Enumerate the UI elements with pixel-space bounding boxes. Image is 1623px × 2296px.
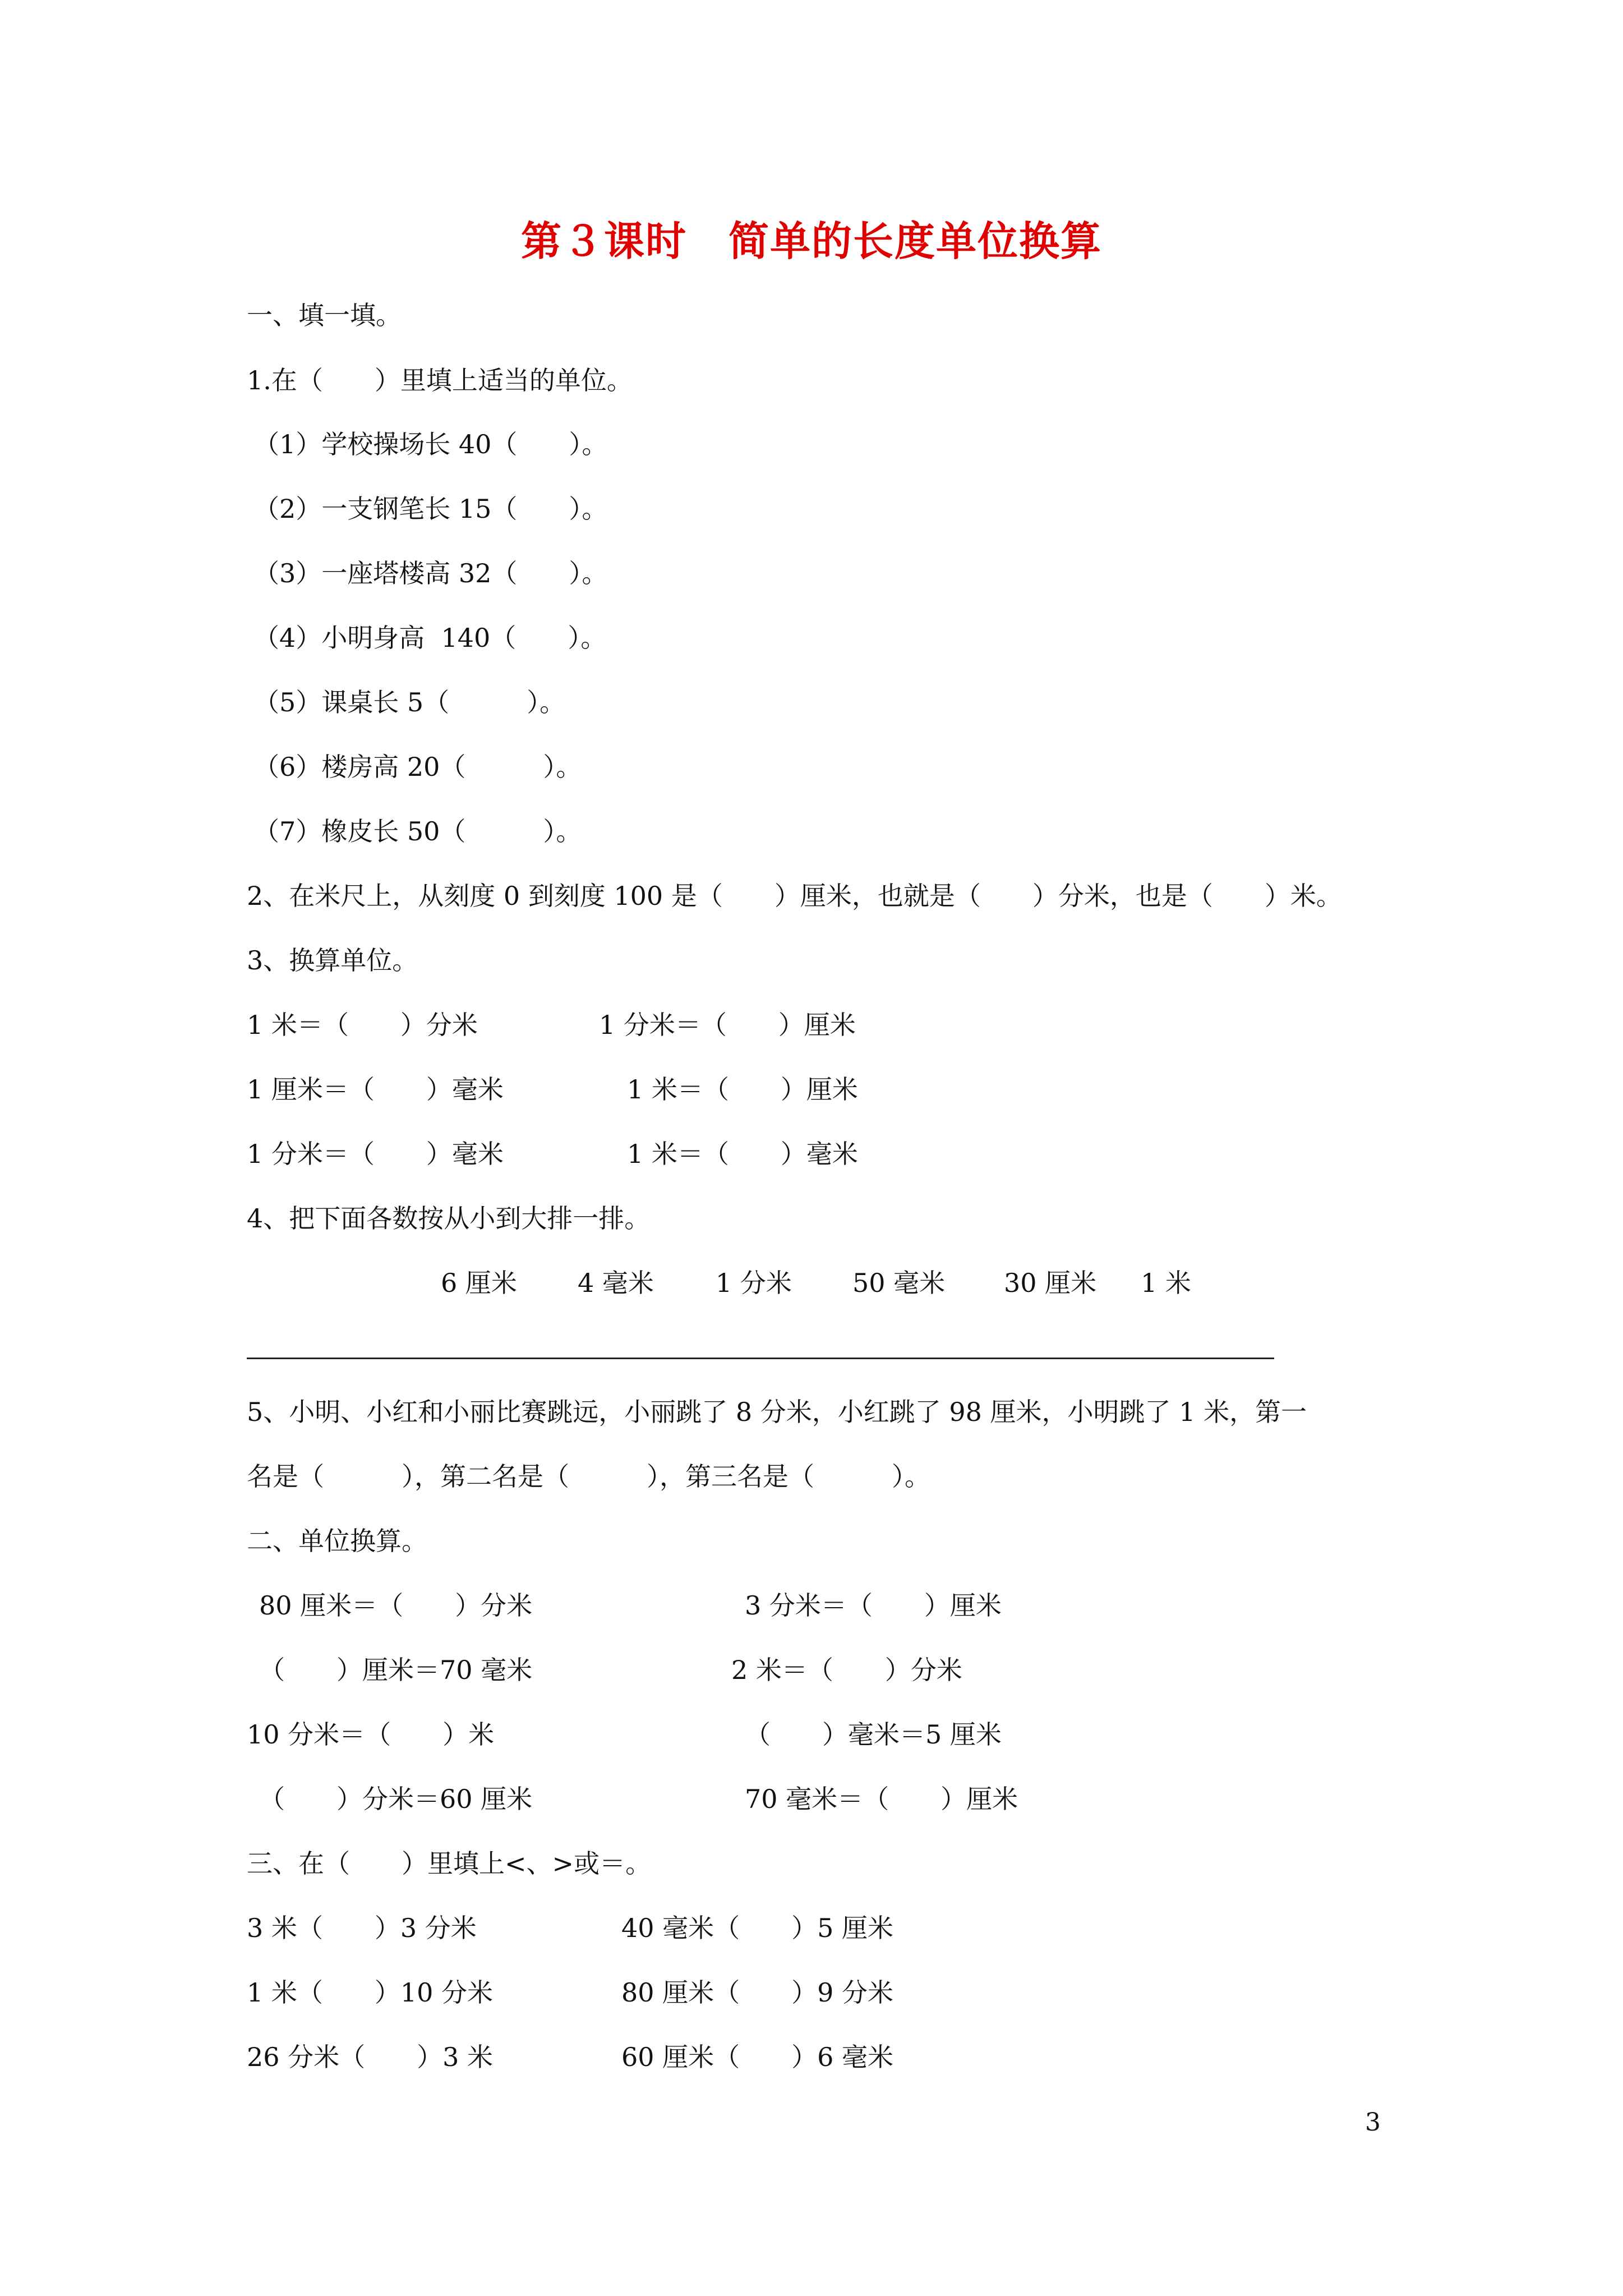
q1-item: （6）楼房高 20（ ）。 bbox=[253, 752, 582, 782]
s2-right: 70 毫米＝（ ）厘米 bbox=[745, 1784, 1018, 1814]
q1-item: （3）一座塔楼高 32（ ）。 bbox=[253, 558, 608, 588]
q1-prompt: 1.在（ ）里填上适当的单位。 bbox=[247, 365, 633, 395]
q3-left: 1 米＝（ ）分米 bbox=[247, 1010, 478, 1040]
q4-value: 1 米 bbox=[1141, 1268, 1191, 1298]
s3-left: 26 分米（ ）3 米 bbox=[247, 2042, 494, 2072]
q1-item: （4）小明身高 140（ ）。 bbox=[253, 623, 607, 653]
s3-right: 40 毫米（ ）5 厘米 bbox=[621, 1913, 894, 1943]
s2-left: 10 分米＝（ ）米 bbox=[247, 1719, 495, 1750]
q3-right: 1 分米＝（ ）厘米 bbox=[599, 1010, 856, 1040]
section2-heading: 二、单位换算。 bbox=[247, 1526, 427, 1556]
q5-line1: 5、小明、小红和小丽比赛跳远，小丽跳了 8 分米，小红跳了 98 厘米，小明跳了 1 米，第一 bbox=[247, 1397, 1307, 1427]
q2-text: 2、在米尺上，从刻度 0 到刻度 100 是（ ）厘米，也就是（ ）分米，也是（ ）米。 bbox=[247, 881, 1342, 911]
s2-right: 3 分米＝（ ）厘米 bbox=[745, 1590, 1002, 1621]
q4-prompt: 4、把下面各数按从小到大排一排。 bbox=[247, 1203, 651, 1234]
answer-line bbox=[247, 1358, 1274, 1359]
s3-left: 3 米（ ）3 分米 bbox=[247, 1913, 477, 1943]
q4-value: 50 毫米 bbox=[852, 1268, 946, 1298]
section3-heading: 三、在（ ）里填上<、>或＝。 bbox=[247, 1848, 652, 1879]
q1-item: （1）学校操场长 40（ ）。 bbox=[253, 429, 608, 459]
s2-left: （ ）厘米＝70 毫米 bbox=[259, 1655, 533, 1685]
page-number: 3 bbox=[1365, 2108, 1381, 2137]
q3-right: 1 米＝（ ）毫米 bbox=[627, 1139, 858, 1169]
q4-value: 4 毫米 bbox=[578, 1268, 654, 1298]
s2-right: 2 米＝（ ）分米 bbox=[731, 1655, 962, 1685]
q4-value: 30 厘米 bbox=[1004, 1268, 1097, 1298]
q3-prompt: 3、换算单位。 bbox=[247, 945, 418, 976]
s2-right: （ ）毫米＝5 厘米 bbox=[745, 1719, 1002, 1750]
q3-left: 1 厘米＝（ ）毫米 bbox=[247, 1074, 504, 1105]
q3-left: 1 分米＝（ ）毫米 bbox=[247, 1139, 504, 1169]
q1-item: （2）一支钢笔长 15（ ）。 bbox=[253, 494, 608, 524]
s3-right: 80 厘米（ ）9 分米 bbox=[621, 1977, 894, 2008]
q5-line2: 名是（ ），第二名是（ ），第三名是（ ）。 bbox=[247, 1461, 930, 1492]
page-title: 第３课时 简单的长度单位换算 bbox=[520, 217, 1102, 265]
q4-value: 1 分米 bbox=[716, 1268, 792, 1298]
q1-item: （5）课桌长 5（ ）。 bbox=[253, 687, 566, 717]
section1-heading: 一、填一填。 bbox=[247, 300, 402, 330]
s3-right: 60 厘米（ ）6 毫米 bbox=[621, 2042, 894, 2072]
s3-left: 1 米（ ）10 分米 bbox=[247, 1977, 494, 2008]
q3-right: 1 米＝（ ）厘米 bbox=[627, 1074, 858, 1105]
s2-left: （ ）分米＝60 厘米 bbox=[259, 1784, 533, 1814]
s2-left: 80 厘米＝（ ）分米 bbox=[259, 1590, 533, 1621]
q4-value: 6 厘米 bbox=[441, 1268, 517, 1298]
q1-item: （7）橡皮长 50（ ）。 bbox=[253, 816, 582, 846]
